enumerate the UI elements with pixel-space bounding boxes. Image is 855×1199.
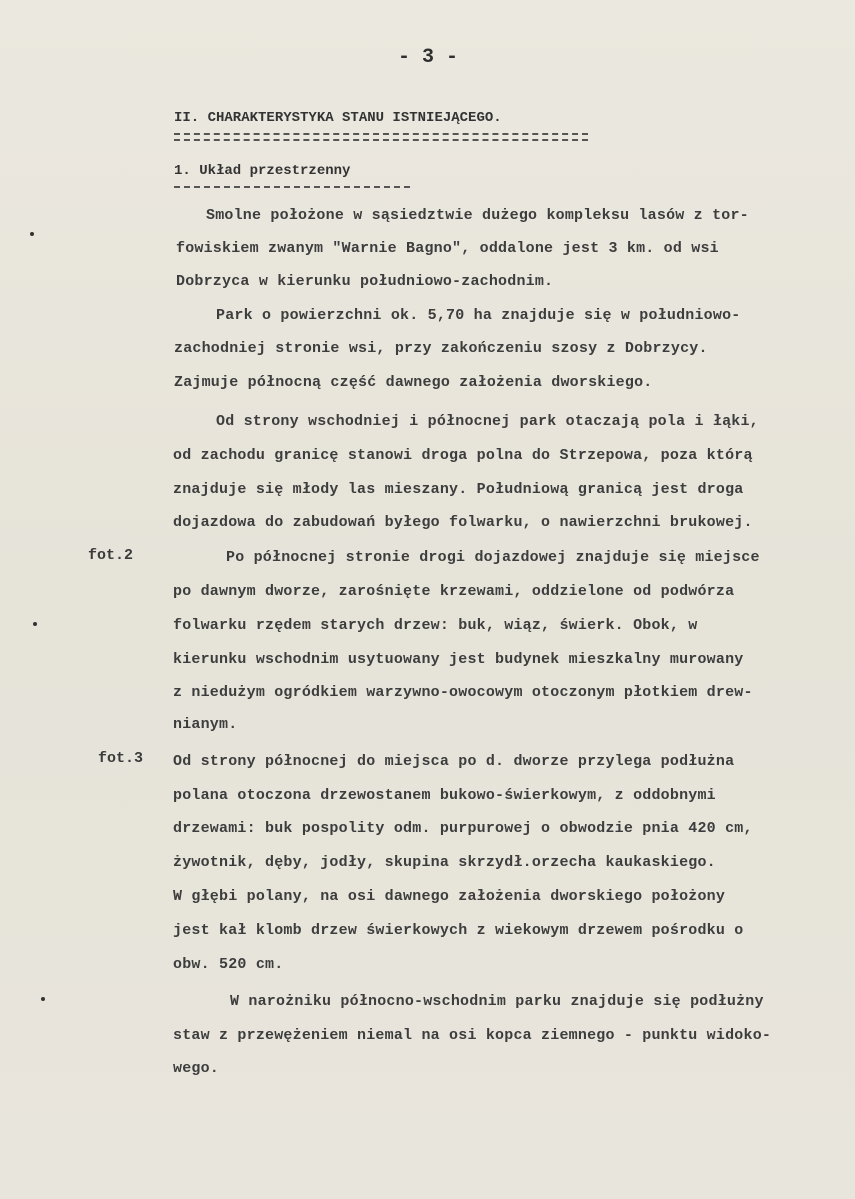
text-line: jest kał klomb drzew świerkowych z wiekowym drzewem pośrodku o — [173, 922, 744, 939]
text-line: Zajmuje północną część dawnego założenia dworskiego. — [174, 374, 653, 391]
text-line: nianym. — [173, 716, 238, 733]
text-line: staw z przewężeniem niemal na osi kopca ziemnego - punktu widoko- — [173, 1027, 772, 1044]
text-line: znajduje się młody las mieszany. Południową granicą jest droga — [173, 481, 744, 498]
text-line: żywotnik, dęby, jodły, skupina skrzydł.orzecha kaukaskiego. — [173, 854, 716, 871]
text-line: obw. 520 cm. — [173, 956, 284, 973]
section-title: II. CHARAKTERYSTYKA STANU ISTNIEJĄCEGO. — [174, 110, 502, 126]
text-line: Dobrzyca w kierunku południowo-zachodnim. — [176, 273, 554, 290]
text-line: z niedużym ogródkiem warzywno-owocowym otoczonym płotkiem drew- — [173, 684, 753, 701]
text-line: Od strony północnej do miejsca po d. dworze przylega podłużna — [173, 753, 735, 770]
text-line: drzewami: buk pospolity odm. purpurowej o obwodzie pnia 420 cm, — [173, 820, 753, 837]
margin-speck — [33, 622, 37, 626]
text-line: W głębi polany, na osi dawnego założenia dworskiego położony — [173, 888, 726, 905]
text-line: Smolne położone w sąsiedztwie dużego kompleksu lasów z tor- — [206, 207, 749, 224]
text-line: wego. — [173, 1060, 220, 1077]
text-line: W narożniku północno-wschodnim parku znajduje się podłużny — [230, 993, 764, 1010]
margin-speck — [30, 232, 34, 236]
text-line: kierunku wschodnim usytuowany jest budynek mieszkalny murowany — [173, 651, 744, 668]
text-line: zachodniej stronie wsi, przy zakończeniu szosy z Dobrzycy. — [174, 340, 708, 357]
text-line: od zachodu granicę stanowi droga polna do Strzepowa, poza którą — [173, 447, 753, 464]
subsection-title-underline — [174, 186, 410, 188]
margin-note-photo-ref: fot.3 — [98, 750, 144, 767]
subsection-title: 1. Układ przestrzenny — [174, 163, 351, 179]
margin-speck — [41, 997, 45, 1001]
text-line: Park o powierzchni ok. 5,70 ha znajduje się w południowo- — [216, 307, 741, 324]
text-line: dojazdowa do zabudowań byłego folwarku, o nawierzchni brukowej. — [173, 514, 753, 531]
page-number: - 3 - — [398, 46, 459, 69]
text-line: polana otoczona drzewostanem bukowo-świerkowym, z oddobnymi — [173, 787, 716, 804]
section-title-double-underline — [174, 133, 588, 141]
text-line: folwarku rzędem starych drzew: buk, wiąz, świerk. Obok, w — [173, 617, 698, 634]
text-line: Od strony wschodniej i północnej park otaczają pola i łąki, — [216, 413, 759, 430]
margin-note-photo-ref: fot.2 — [88, 547, 134, 564]
text-line: fowiskiem zwanym "Warnie Bagno", oddalone jest 3 km. od wsi — [176, 240, 719, 257]
text-line: po dawnym dworze, zarośnięte krzewami, oddzielone od podwórza — [173, 583, 735, 600]
text-line: Po północnej stronie drogi dojazdowej znajduje się miejsce — [226, 549, 760, 566]
